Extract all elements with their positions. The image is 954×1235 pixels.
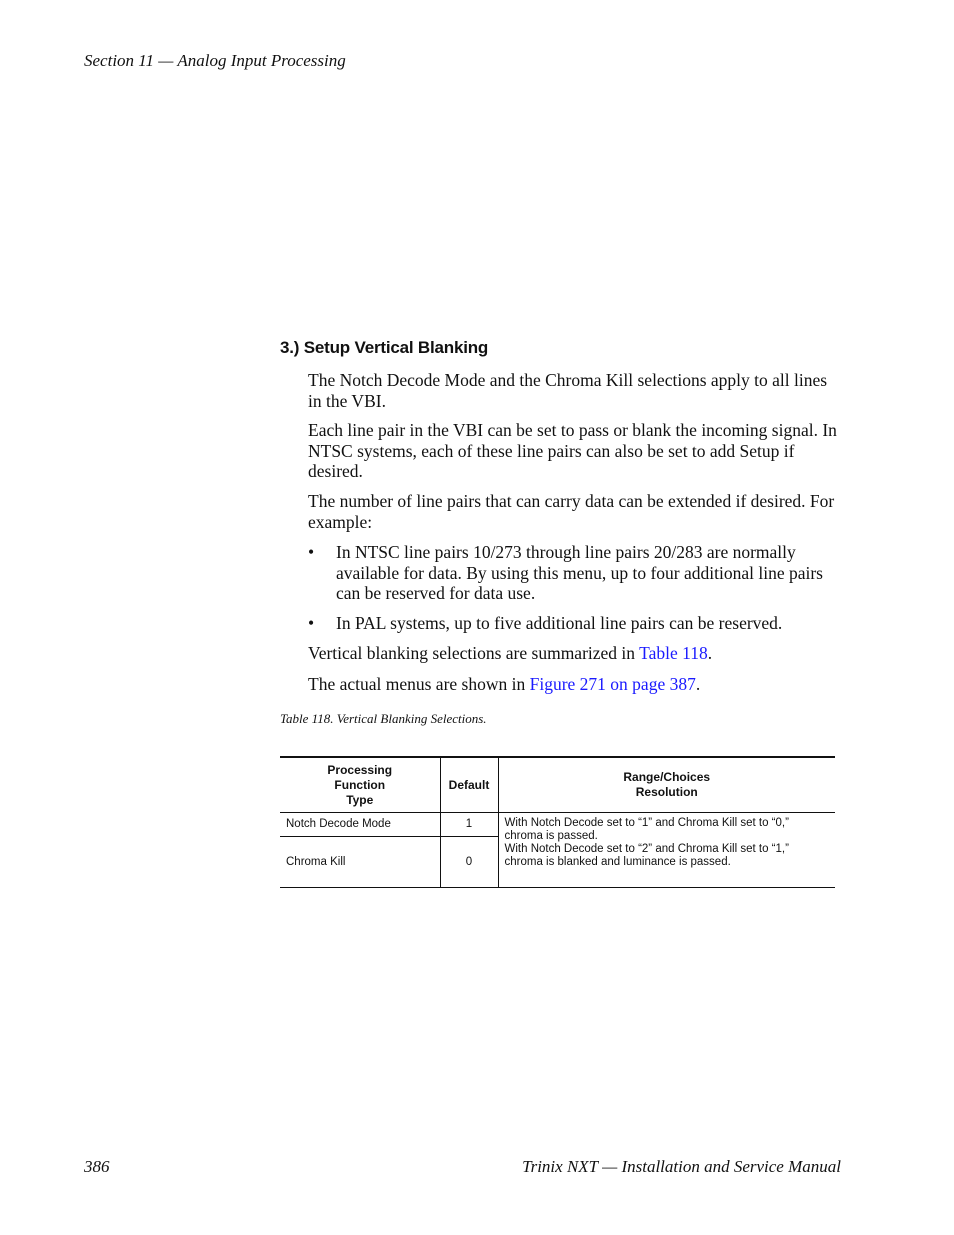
table-row [280,813,835,837]
bullet-icon: • [308,542,315,562]
table-118-link[interactable]: Table 118 [639,643,708,663]
summary-prefix: Vertical blanking selections are summarized in [308,643,640,663]
vertical-blanking-table [280,756,835,888]
header-range-line2: Resolution [635,785,698,799]
header-type-line3: Type [346,792,374,807]
paragraph-summary-ref [308,643,844,664]
header-type-line1: Processing [327,762,393,777]
running-header: Section 11 — Analog Input Processing [84,51,346,70]
summary-suffix: . [707,643,713,663]
menus-prefix: The actual menus are shown in [308,674,530,694]
header-range-line1: Range/Choices [623,770,711,784]
header-default: Default [440,757,498,813]
table-header-row [280,757,835,813]
cell-range [498,813,835,888]
cell-type: Chroma Kill [280,837,440,888]
bullet-item-ntsc [308,542,844,604]
bullet-text: In NTSC line pairs 10/273 through line pairs 20/283 are normally available for data. By using this menu, up to four additional line pairs can be reserved for data use. [336,542,823,603]
header-range [498,757,835,813]
cell-default: 0 [440,837,498,888]
bullet-text: In PAL systems, up to five additional line pairs can be reserved. [336,613,783,633]
bullet-icon: • [308,613,315,633]
section-heading: 3.) Setup Vertical Blanking [280,338,489,357]
range-text-blanked: With Notch Decode set to “2” and Chroma Kill set to “1,” chroma is blanked and luminance is passed. [504,843,789,868]
cell-default: 1 [440,813,498,837]
figure-271-link[interactable]: Figure 271 on page 387 [529,674,696,694]
paragraph-menus-ref [308,674,844,695]
paragraph-line-pairs: Each line pair in the VBI can be set to pass or blank the incoming signal. In NTSC systems, each of these line pairs can also be set to add Setup if desired. [308,420,837,481]
paragraph-vbi-scope: The Notch Decode Mode and the Chroma Kill selections apply to all lines in the VBI. [308,370,828,411]
header-type [280,757,440,813]
range-text-passed: With Notch Decode set to “1” and Chroma Kill set to “0,” chroma is passed. [504,817,789,842]
paragraph-data-lines: The number of line pairs that can carry data can be extended if desired. For example: [308,491,835,532]
table-caption: Table 118. Vertical Blanking Selections. [280,711,487,726]
manual-title: Trinix NXT — Installation and Service Manual [522,1157,841,1176]
bullet-item-pal [308,613,844,634]
cell-type: Notch Decode Mode [280,813,440,837]
header-type-line2: Function [334,777,386,792]
menus-suffix: . [695,674,701,694]
page-number: 386 [84,1157,110,1176]
